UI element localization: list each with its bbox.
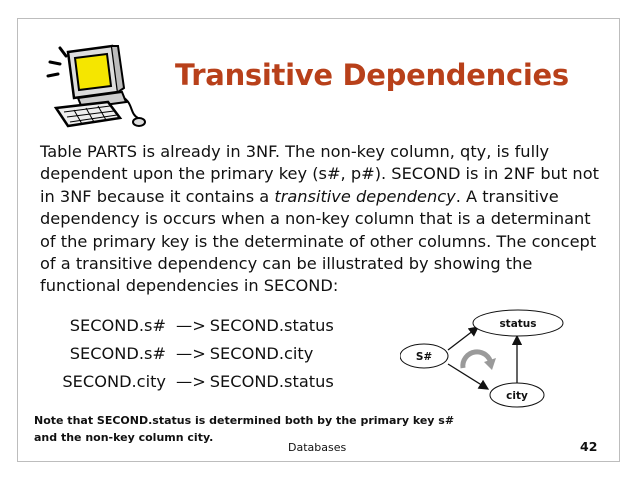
node-s-label: S# (415, 351, 433, 363)
dependency-diagram (400, 306, 580, 410)
dependency-lhs: SECOND.s# (69, 316, 166, 335)
dependency-arrow: —> (176, 316, 206, 335)
footer-text: Databases (288, 441, 347, 454)
dependency-arrow: —> (176, 344, 206, 363)
dependency-lhs: SECOND.city (62, 372, 166, 391)
body-paragraph (40, 141, 600, 298)
edge-s-to-city (448, 364, 488, 389)
body-text-part-1: Table PARTS is already in 3NF. The non-key column, qty, is fully dependent upon the primary key (s#, p#). SECOND is in 2NF but not in 3NF because it contains a (40, 142, 599, 206)
dependency-row (56, 344, 313, 363)
node-city-label: city (506, 390, 528, 402)
edge-s-to-status (448, 327, 478, 350)
dependency-rhs: SECOND.city (209, 344, 314, 363)
computer-clipart-icon (38, 38, 148, 133)
node-status-label: status (499, 318, 537, 330)
note-text: Note that SECOND.status is determined both by the primary key s# and the non-key column city. (34, 414, 455, 444)
dependency-lhs: SECOND.s# (69, 344, 166, 363)
circular-arrow-icon (463, 352, 496, 370)
body-text-emphasis: transitive dependency (274, 186, 456, 206)
dependency-row (56, 316, 334, 335)
body-text-part-2: . A transitive dependency is occurs when a non-key column that is a determinant of the primary key is the determinate of other columns. The concept of a transitive dependency can be illustrated by showing the functional dependencies in SECOND: (40, 186, 597, 296)
dependency-arrow: —> (176, 372, 206, 391)
slide-title: Transitive Dependencies (175, 58, 569, 92)
dependency-rhs: SECOND.status (209, 316, 334, 335)
dependency-rhs: SECOND.status (209, 372, 334, 391)
dependency-row (56, 372, 334, 391)
page-number: 42 (580, 439, 598, 454)
